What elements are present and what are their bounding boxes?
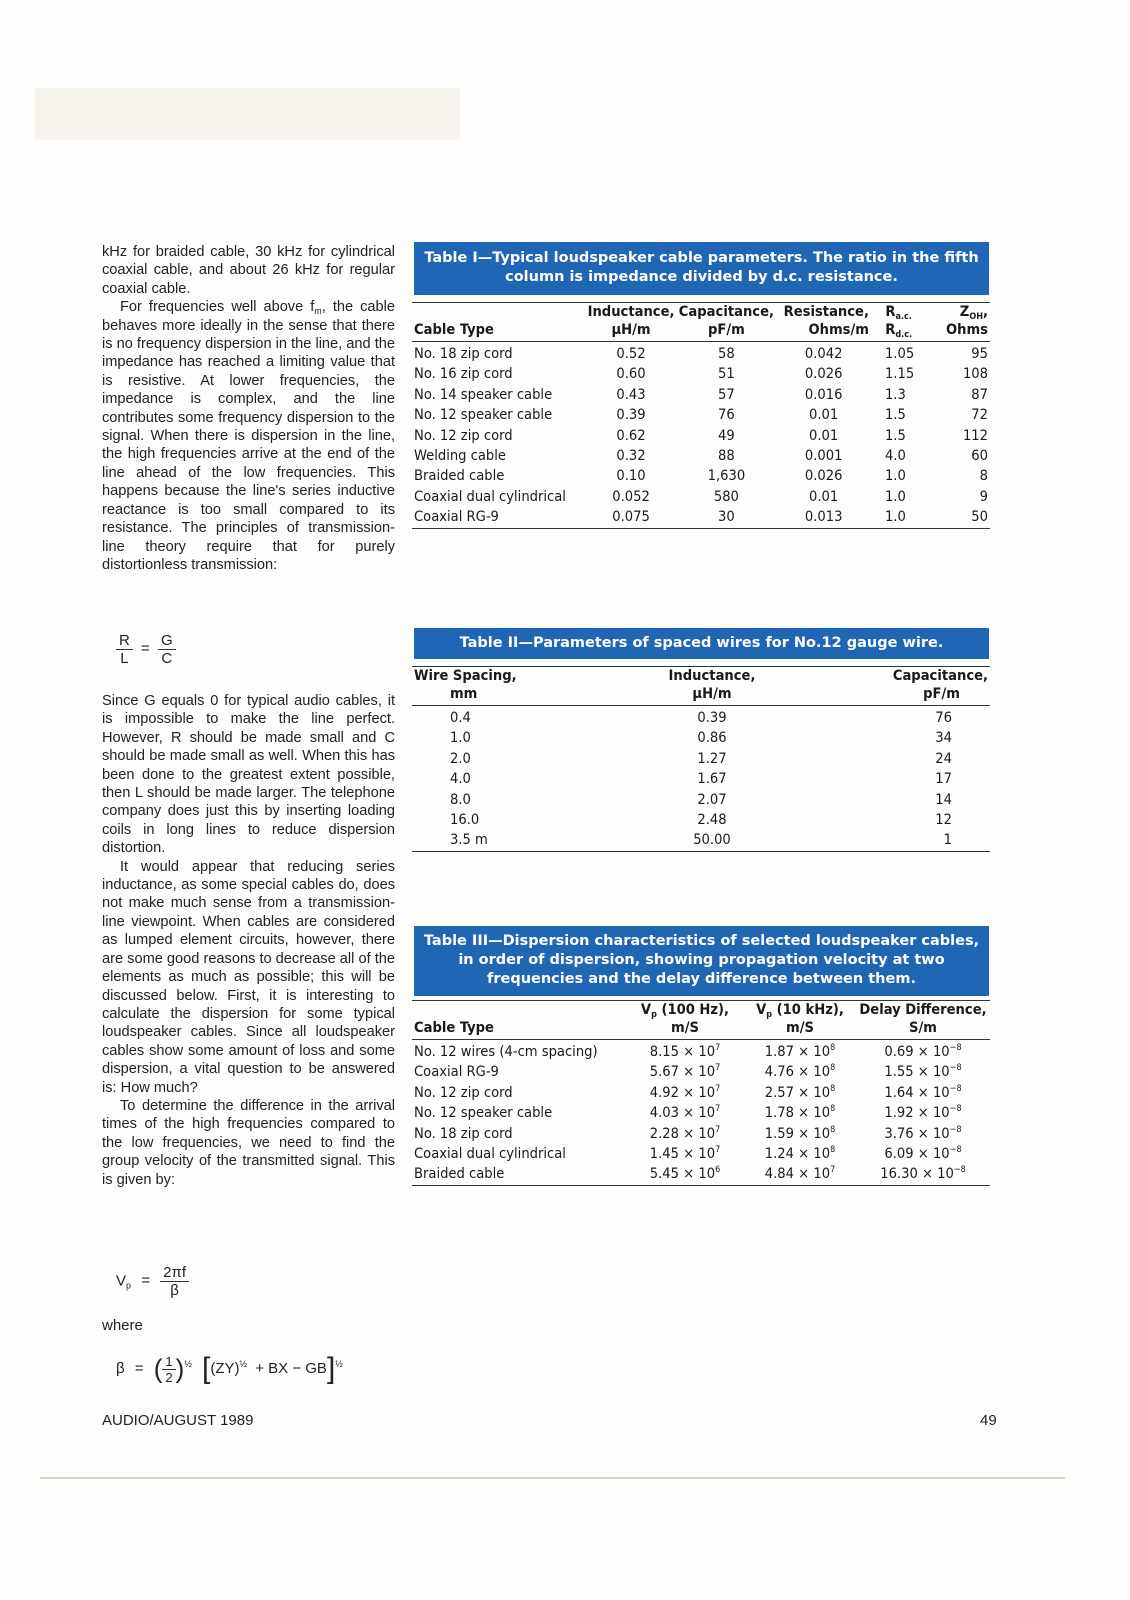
sci-exponent: −8	[949, 1043, 962, 1053]
table-cell	[856, 1164, 990, 1185]
table-cell: 0.39	[697, 709, 727, 726]
sci-exponent: 7	[715, 1083, 721, 1094]
table-cell: Coaxial RG-9	[414, 508, 499, 526]
sci-exponent: −8	[949, 1083, 962, 1094]
table-cell: 108	[962, 365, 988, 383]
equation-group-velocity: $V_p$ = $\frac{2\pi f}{\beta}$	[116, 1264, 189, 1299]
table-cell	[744, 1144, 856, 1164]
sci-exponent: 8	[830, 1104, 836, 1115]
table-cell: 0.52	[616, 345, 646, 362]
table-cell: 0.32	[616, 447, 646, 465]
table-row	[412, 1040, 990, 1063]
table1-header-capacitance: Capacitance, pF/m	[678, 303, 774, 338]
where-label: where	[102, 1317, 143, 1334]
table3-banner: Table III—Dispersion characteristics of selected loudspeaker cables, in order of dispersion, showing propagation velocity at two frequencies and the delay difference between them.	[414, 926, 989, 996]
sci-mantissa: 1.55 × 10	[884, 1063, 950, 1081]
table3-header-type: Cable Type	[414, 1019, 494, 1036]
table-cell: 0.4	[450, 709, 471, 726]
table1-header-resistance: Resistance, Ohms/m	[783, 303, 869, 338]
table-row	[412, 1103, 990, 1123]
table-cell: 1.27	[697, 749, 727, 767]
table-cell: 2.07	[697, 790, 727, 808]
table-cell: 1.5	[884, 406, 906, 424]
table-cell: 0.016	[804, 385, 843, 403]
sci-exponent: −8	[949, 1145, 962, 1156]
sci-exponent: −8	[949, 1124, 962, 1135]
table-cell: 30	[718, 508, 735, 526]
table-cell: 1.0	[884, 467, 906, 485]
table-row	[412, 1062, 990, 1082]
table-cell	[744, 1083, 856, 1103]
table-cell: 0.052	[612, 487, 650, 505]
table-cell: 0.01	[809, 426, 839, 444]
sci-mantissa: 4.84 × 10	[764, 1165, 831, 1183]
publication-footer: AUDIO/AUGUST 1989	[102, 1412, 254, 1429]
sci-mantissa: 6.09 × 10	[884, 1145, 950, 1163]
table-cell: 95	[971, 345, 988, 362]
sci-mantissa: 2.57 × 10	[764, 1083, 831, 1101]
table-cell: 16.0	[450, 811, 480, 829]
table2-banner: Table II—Parameters of spaced wires for No.12 gauge wire.	[414, 628, 989, 659]
sci-mantissa: 1.87 × 10	[764, 1043, 831, 1060]
table1-header-inductance: Inductance, µH/m	[587, 303, 675, 338]
table-cell: 0.026	[804, 365, 843, 383]
sci-exponent: −8	[949, 1063, 962, 1074]
table-row	[412, 426, 990, 446]
table-cell: 3.5 m	[450, 831, 488, 849]
table-cell: 1,630	[707, 467, 746, 485]
table-cell: 60	[971, 447, 988, 465]
table-cell	[744, 1103, 856, 1123]
table-cell: 17	[935, 770, 952, 788]
table3-header-delay: Delay Difference, S/m	[859, 1001, 987, 1036]
table-cell: 1.3	[884, 385, 906, 403]
table-cell: 1.0	[884, 487, 906, 505]
table-cell: No. 12 speaker cable	[414, 406, 553, 424]
table-cell: 88	[718, 447, 735, 465]
table-cell	[626, 1144, 744, 1164]
sci-exponent: 7	[715, 1145, 721, 1156]
table-cell: Coaxial dual cylindrical	[414, 1145, 566, 1163]
table-cell	[856, 1144, 990, 1164]
sci-mantissa: 4.03 × 10	[649, 1104, 716, 1122]
paragraph-4: It would appear that reducing series inductance, as some special cables do, does not make much sense from a transmission-line viewpoint. When cables are considered as lumped element circuits, however, there are some good reasons to decrease all of the elements as much as possible; this will be discussed below. First, it is interesting to calculate the dispersion for some typical loudspeaker cables. Since all loudspeaker cables show some amount of loss and some dispersion, a vital question to be answered is: How much?	[102, 858, 395, 1096]
table-cell: 0.43	[616, 385, 646, 403]
table-row	[412, 487, 990, 507]
table-cell: 87	[971, 385, 988, 403]
sci-exponent: 8	[830, 1145, 836, 1156]
sci-mantissa: 1.64 × 10	[884, 1083, 950, 1101]
table-cell: Braided cable	[414, 467, 505, 485]
table-cell: 112	[962, 426, 988, 444]
sci-exponent: 6	[715, 1165, 721, 1176]
sci-exponent: 7	[830, 1165, 836, 1176]
table-cell: 580	[713, 487, 739, 505]
bottom-rule	[40, 1477, 1065, 1479]
sci-exponent: −8	[953, 1165, 966, 1176]
table3-header-v10k: $V_p$ (10 kHz), m/S	[756, 1001, 844, 1036]
table2-header-capacitance: Capacitance, pF/m	[892, 667, 988, 702]
table-cell: 34	[935, 729, 952, 747]
table-cell: 1	[943, 831, 952, 849]
table-row	[412, 830, 990, 851]
table-cell	[856, 1103, 990, 1123]
table-row	[412, 1164, 990, 1185]
table3	[412, 1000, 990, 1186]
table-cell: 72	[971, 406, 988, 424]
sci-exponent: 8	[830, 1124, 836, 1135]
sci-exponent: 7	[715, 1043, 721, 1053]
sci-exponent: 8	[830, 1043, 836, 1053]
table3-header-v100: $V_p$ (100 Hz), m/S	[640, 1001, 730, 1036]
body-text-column	[102, 243, 395, 574]
equation-distortionless: $\frac{R}{L}$ = $\frac{G}{C}$	[116, 632, 176, 667]
table2-header-spacing: Wire Spacing, mm	[414, 667, 517, 702]
table-cell: 0.01	[809, 406, 839, 424]
table-cell: 0.10	[616, 467, 646, 485]
table-row	[412, 1144, 990, 1164]
table-cell: Coaxial dual cylindrical	[414, 487, 566, 505]
sci-exponent: 7	[715, 1063, 721, 1074]
table-cell: 1.05	[884, 345, 915, 362]
table-cell: 76	[718, 406, 735, 424]
table-cell: No. 14 speaker cable	[414, 385, 553, 403]
body-text-column-2	[102, 692, 395, 1189]
table-row	[412, 706, 990, 729]
table-cell: Coaxial RG-9	[414, 1063, 499, 1081]
table-cell	[626, 1040, 744, 1063]
table-cell: No. 18 zip cord	[414, 345, 513, 362]
sci-mantissa: 1.59 × 10	[764, 1124, 831, 1142]
table-cell: 0.62	[616, 426, 646, 444]
table1	[412, 302, 990, 529]
table-cell	[744, 1040, 856, 1063]
sci-mantissa: 1.45 × 10	[649, 1145, 716, 1163]
table-cell	[626, 1062, 744, 1082]
table-cell: 0.86	[697, 729, 727, 747]
table-cell	[744, 1124, 856, 1144]
table-cell: No. 16 zip cord	[414, 365, 513, 383]
table-cell: 2.48	[697, 811, 727, 829]
table-row	[412, 1124, 990, 1144]
table-cell: 8.0	[450, 790, 471, 808]
table-cell: 0.042	[804, 345, 843, 362]
table2	[412, 666, 990, 852]
table-cell: 4.0	[450, 770, 471, 788]
table-cell	[856, 1083, 990, 1103]
table-cell: 1.0	[450, 729, 471, 747]
table1-banner: Table I—Typical loudspeaker cable parameters. The ratio in the fifth column is impedance divided by d.c. resistance.	[414, 242, 989, 295]
table-row	[412, 810, 990, 830]
table-cell: 14	[935, 790, 952, 808]
table-row	[412, 446, 990, 466]
equation-beta: β = ( $\frac{1}{2}$ )$^{\frac{1}{2}}$ [(ZY)$^{\frac{1}{2}}$ + BX − GB]$^{\frac{1}{2}}$	[116, 1352, 343, 1385]
table-cell	[744, 1164, 856, 1185]
table-cell: 1.0	[884, 508, 906, 526]
table-cell: 57	[718, 385, 735, 403]
table-cell: 0.01	[809, 487, 839, 505]
table-cell: Welding cable	[414, 447, 507, 465]
sci-mantissa: 1.92 × 10	[884, 1104, 950, 1122]
table-row	[412, 1083, 990, 1103]
table-cell: 8	[979, 467, 988, 485]
table-cell: 12	[935, 811, 952, 829]
table-cell	[856, 1062, 990, 1082]
table-row	[412, 790, 990, 810]
table-cell: 2.0	[450, 749, 471, 767]
table-cell: 1.15	[884, 365, 915, 383]
table-row	[412, 364, 990, 384]
sci-mantissa: 8.15 × 10	[649, 1043, 716, 1060]
sci-mantissa: 3.76 × 10	[884, 1124, 950, 1142]
paragraph-2: For frequencies well above $f_m$, the cable behaves more ideally in the sense that there is no frequency dispersion in the line, and the impedance has reached a limiting value that is resistive. At lower frequencies, the impedance is complex, and the line contributes some frequency dispersion to the signal. When there is dispersion in the line, the high frequencies arrive at the end of the line ahead of the low frequencies. This happens because the line's series inductive reactance is too small compared to its resistance. The principles of transmission-line theory require that for purely distortionless transmission:	[102, 299, 396, 573]
sci-mantissa: 4.92 × 10	[649, 1083, 716, 1101]
table-row	[412, 385, 990, 405]
table-cell: 51	[718, 365, 735, 383]
table-cell: 0.013	[804, 508, 843, 526]
table-cell: 0.39	[616, 406, 646, 424]
table-row	[412, 342, 990, 365]
table1-header-ratio: $R_{a.c.}$ $R_{d.c.}$	[885, 303, 913, 340]
sci-exponent: 8	[830, 1083, 836, 1094]
table1-header-type: Cable Type	[414, 321, 494, 338]
table-cell: 58	[718, 345, 735, 362]
table-row	[412, 507, 990, 528]
table-cell: 49	[718, 426, 735, 444]
table2-header-inductance: Inductance, µH/m	[668, 667, 756, 702]
table-cell	[744, 1062, 856, 1082]
sci-exponent: 7	[715, 1124, 721, 1135]
table-cell: No. 12 speaker cable	[414, 1104, 553, 1122]
table-cell: 50	[971, 508, 988, 526]
table-cell: 24	[935, 749, 952, 767]
table-cell	[626, 1103, 744, 1123]
table-row	[412, 466, 990, 486]
sci-mantissa: 5.45 × 10	[649, 1165, 716, 1183]
table-cell: No. 18 zip cord	[414, 1124, 513, 1142]
table-cell: 0.075	[612, 508, 650, 526]
table-row	[412, 405, 990, 425]
sci-mantissa: 1.78 × 10	[764, 1104, 831, 1122]
top-scan-tint	[35, 88, 460, 140]
table-cell: 76	[935, 709, 952, 726]
table-cell: 4.0	[884, 447, 906, 465]
table-cell	[856, 1040, 990, 1063]
paragraph-1: kHz for braided cable, 30 kHz for cylindrical coaxial cable, and about 26 kHz for regular coaxial cable.	[102, 244, 395, 297]
table-cell: 1.67	[697, 770, 727, 788]
table-cell	[626, 1083, 744, 1103]
sci-exponent: −8	[949, 1104, 962, 1115]
table-cell: 0.60	[616, 365, 646, 383]
table-cell	[626, 1124, 744, 1144]
sci-mantissa: 4.76 × 10	[764, 1063, 831, 1081]
paragraph-5: To determine the difference in the arrival times of the high frequencies compared to the low frequencies, we need to find the group velocity of the transmitted signal. This is given by:	[102, 1097, 395, 1188]
page-number: 49	[980, 1412, 997, 1429]
table-cell: 0.001	[804, 447, 843, 465]
table-cell: No. 12 wires (4-cm spacing)	[414, 1043, 598, 1060]
table-cell: 9	[979, 487, 988, 505]
table-cell: 1.5	[884, 426, 906, 444]
table-row	[412, 728, 990, 748]
table-row	[412, 769, 990, 789]
table-cell	[626, 1164, 744, 1185]
table-cell	[856, 1124, 990, 1144]
table-cell: No. 12 zip cord	[414, 1083, 513, 1101]
table-row	[412, 749, 990, 769]
sci-exponent: 8	[830, 1063, 836, 1074]
table-cell: No. 12 zip cord	[414, 426, 513, 444]
sci-mantissa: 16.30 × 10	[880, 1165, 954, 1183]
sci-mantissa: 2.28 × 10	[649, 1124, 716, 1142]
sci-exponent: 7	[715, 1104, 721, 1115]
sci-mantissa: 0.69 × 10	[884, 1043, 950, 1060]
sci-mantissa: 1.24 × 10	[764, 1145, 831, 1163]
table-cell: Braided cable	[414, 1165, 505, 1183]
table-cell: 50.00	[693, 831, 731, 849]
table1-header-impedance: $Z_{OH}$, Ohms	[945, 303, 988, 338]
table-cell: 0.026	[804, 467, 843, 485]
paragraph-3: Since G equals 0 for typical audio cables, it is impossible to make the line perfect. However, R should be made small and C should be made small as well. When this has been done to the greatest extent possible, then L should be made larger. The telephone company does just this by inserting loading coils in long lines to reduce dispersion distortion.	[102, 693, 395, 857]
sci-mantissa: 5.67 × 10	[649, 1063, 716, 1081]
